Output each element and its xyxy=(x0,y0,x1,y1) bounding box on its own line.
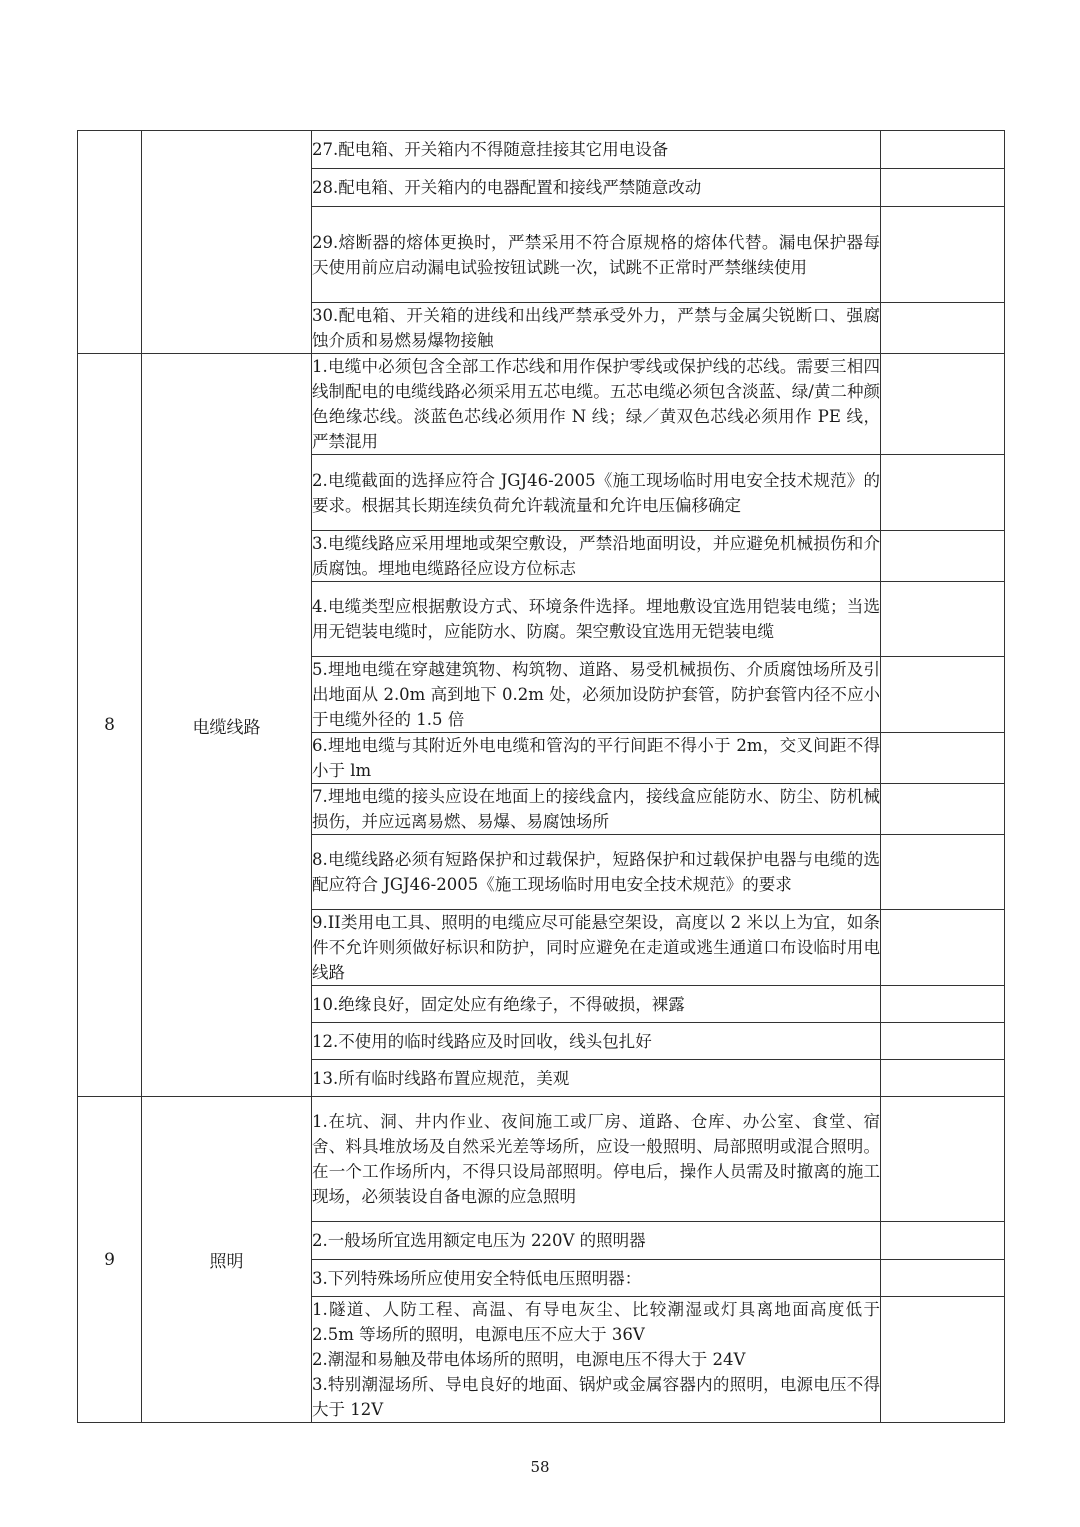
section-number xyxy=(78,131,142,354)
section-number: 9 xyxy=(78,1097,142,1423)
check-result-cell xyxy=(881,207,1005,303)
section-category xyxy=(142,131,312,354)
table-row xyxy=(78,1097,1005,1222)
check-result-cell xyxy=(881,657,1005,733)
requirement-text: 5.埋地电缆在穿越建筑物、构筑物、道路、易受机械损伤、介质腐蚀场所及引出地面从 2.0m 高到地下 0.2m 处，必须加设防护套管，防护套管内径不应小于电缆外径的 1.5 倍 xyxy=(312,657,881,733)
check-result-cell xyxy=(881,169,1005,207)
check-result-cell xyxy=(881,1260,1005,1297)
requirement-text: 2.电缆截面的选择应符合 JGJ46-2005《施工现场临时用电安全技术规范》的要求。根据其长期连续负荷允许载流量和允许电压偏移确定 xyxy=(312,455,881,531)
check-result-cell xyxy=(881,354,1005,455)
check-result-cell xyxy=(881,531,1005,582)
check-result-cell xyxy=(881,303,1005,354)
requirement-text: 29.熔断器的熔体更换时，严禁采用不符合原规格的熔体代替。漏电保护器每天使用前应启动漏电试验按钮试跳一次，试跳不正常时严禁继续使用 xyxy=(312,207,881,303)
requirement-text: 13.所有临时线路布置应规范，美观 xyxy=(312,1060,881,1097)
check-result-cell xyxy=(881,131,1005,169)
check-result-cell xyxy=(881,455,1005,531)
requirement-text: 1.在坑、洞、井内作业、夜间施工或厂房、道路、仓库、办公室、食堂、宿舍、料具堆放场及自然采光差等场所，应设一般照明、局部照明或混合照明。在一个工作场所内，不得只设局部照明。停电后，操作人员需及时撤离的施工现场，必须装设自备电源的应急照明 xyxy=(312,1097,881,1222)
check-result-cell xyxy=(881,1060,1005,1097)
check-result-cell xyxy=(881,582,1005,657)
check-result-cell xyxy=(881,835,1005,910)
requirement-text: 6.埋地电缆与其附近外电电缆和管沟的平行间距不得小于 2m，交叉间距不得小于 lm xyxy=(312,733,881,784)
requirement-text: 28.配电箱、开关箱内的电器配置和接线严禁随意改动 xyxy=(312,169,881,207)
section-number: 8 xyxy=(78,354,142,1097)
requirement-text: 12.不使用的临时线路应及时回收，线头包扎好 xyxy=(312,1023,881,1060)
requirement-text: 3.下列特殊场所应使用安全特低电压照明器： xyxy=(312,1260,881,1297)
page-number: 58 xyxy=(530,1458,550,1476)
table-row xyxy=(78,354,1005,455)
requirement-text: 8.电缆线路必须有短路保护和过载保护，短路保护和过载保护电器与电缆的选配应符合 JGJ46-2005《施工现场临时用电安全技术规范》的要求 xyxy=(312,835,881,910)
requirement-text: 9.II类用电工具、照明的电缆应尽可能悬空架设，高度以 2 米以上为宜，如条件不允许则须做好标识和防护，同时应避免在走道或逃生通道口布设临时用电线路 xyxy=(312,910,881,986)
inspection-table xyxy=(77,130,1005,1423)
check-result-cell xyxy=(881,1222,1005,1260)
requirement-text: 1.隧道、人防工程、高温、有导电灰尘、比较潮湿或灯具离地面高度低于 2.5m 等场所的照明，电源电压不应大于 36V 2.潮湿和易触及带电体场所的照明，电源电压不得大于 24V 3.特别潮湿场所、导电良好的地面、锅炉或金属容器内的照明，电源电压不得大于 12V xyxy=(312,1297,881,1423)
requirement-text: 7.埋地电缆的接头应设在地面上的接线盒内，接线盒应能防水、防尘、防机械损伤，并应远离易燃、易爆、易腐蚀场所 xyxy=(312,784,881,835)
check-result-cell xyxy=(881,1023,1005,1060)
requirement-text: 1.电缆中必须包含全部工作芯线和用作保护零线或保护线的芯线。需要三相四线制配电的电缆线路必须采用五芯电缆。五芯电缆必须包含淡蓝、绿/黄二种颜色绝缘芯线。淡蓝色芯线必须用作 N 线；绿／黄双色芯线必须用作 PE 线，严禁混用 xyxy=(312,354,881,455)
section-category: 电缆线路 xyxy=(142,354,312,1097)
requirement-text: 3.电缆线路应采用埋地或架空敷设，严禁沿地面明设，并应避免机械损伤和介质腐蚀。埋地电缆路径应设方位标志 xyxy=(312,531,881,582)
requirement-text: 30.配电箱、开关箱的进线和出线严禁承受外力，严禁与金属尖锐断口、强腐蚀介质和易燃易爆物接触 xyxy=(312,303,881,354)
check-result-cell xyxy=(881,1297,1005,1423)
requirement-text: 27.配电箱、开关箱内不得随意挂接其它用电设备 xyxy=(312,131,881,169)
check-result-cell xyxy=(881,986,1005,1023)
check-result-cell xyxy=(881,910,1005,986)
section-category: 照明 xyxy=(142,1097,312,1423)
check-result-cell xyxy=(881,784,1005,835)
requirement-text: 10.绝缘良好，固定处应有绝缘子，不得破损，裸露 xyxy=(312,986,881,1023)
check-result-cell xyxy=(881,1097,1005,1222)
requirement-text: 2.一般场所宜选用额定电压为 220V 的照明器 xyxy=(312,1222,881,1260)
requirement-text: 4.电缆类型应根据敷设方式、环境条件选择。埋地敷设宜选用铠装电缆；当选用无铠装电缆时，应能防水、防腐。架空敷设宜选用无铠装电缆 xyxy=(312,582,881,657)
table-row xyxy=(78,131,1005,169)
check-result-cell xyxy=(881,733,1005,784)
